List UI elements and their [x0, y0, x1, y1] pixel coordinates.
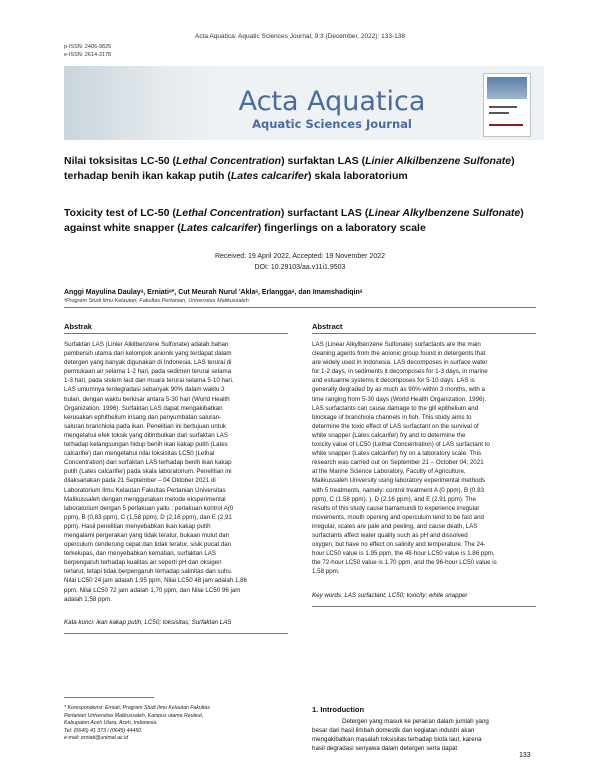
- abstract-line: time ranging from 5-30 days (World Health Organization, 1996).: [312, 395, 487, 403]
- author-list: Anggi Mayulina Daulayᵃ, Erniatiᵃ*, Cut Meurah Nurul 'Aklaᵃ, Erlanggaᵃ, dan Imamshadiqinᵃ: [64, 289, 363, 296]
- abstract-body: [312, 340, 536, 576]
- banner-gradient: [64, 66, 224, 140]
- journal-cover-thumbnail-icon: [483, 73, 531, 137]
- correspondence-footnote: [64, 705, 274, 743]
- print-issn: p-ISSN: 2406-9825: [64, 44, 112, 50]
- journal-subtitle: Aquatic Sciences Journal: [252, 117, 412, 131]
- abstrak-line: ppm). Hasil penelitian menyebabkan ikan kakap putih: [64, 522, 211, 530]
- abstract-line: and estuarine systems it decomposes for 5-10 days. LAS is: [312, 377, 475, 385]
- abstrak-line: terkelupas, dan menyebabkan kematian, surfaktan LAS: [64, 550, 217, 558]
- abstrak-line: Nilai LC50 24 jam adalah 1,95 ppm, Nilai LC50 48 jam adalah 1,86: [64, 577, 247, 585]
- running-header: Acta Aquatica: Aquatic Sciences Journal, 9:3 (December, 2022): 133-138: [195, 33, 405, 40]
- abstract-line: toxicity value of LC50 (Lethal Concentration) of LAS surfactant to: [312, 441, 490, 449]
- abstrak-line: ppm, Nilai LC50 72 jam adalah 1,70 ppm, dan Nilai LC50 96 jam: [64, 586, 241, 594]
- abstract-line: ppm), C (1.58 ppm). ), D (2.16 ppm), and E (2.91 ppm). The: [312, 495, 476, 503]
- abstract-line: oxygen, but have no effect on salinity and temperature. The 24-: [312, 541, 486, 549]
- abstract-line: 1.58 ppm.: [312, 568, 340, 576]
- abstrak-line: berpengaruh terhadap kualitas air seperti pH dan oksigen: [64, 559, 222, 567]
- footnote-line: Kabupaten Aceh Utara, Aceh, Indonesia.: [64, 720, 158, 727]
- abstrak-line: adalah 1,58 ppm.: [64, 595, 112, 603]
- abstract-line: results of this study cause barramundi to experience irregular: [312, 504, 480, 512]
- abstract-heading: Abstract: [312, 322, 343, 331]
- footnote-line: Tel: (0645) 41 373 / (0645) 44450.: [64, 727, 143, 734]
- abstrak-line: mengalami pergerakan yang tidak teratur, bukaan mulut dan: [64, 531, 230, 539]
- abstract-line: for 1-2 days, in sediments it decomposes for 1-3 days, in marine: [312, 368, 488, 376]
- abstract-line: LAS (Linear Alkylbenzene Sulfonate) surfactants are the main: [312, 341, 481, 348]
- affiliation: ᵃProgram Studi Ilmu Kelautan, Fakultas Pertanian, Universitas Malikussaleh: [64, 298, 249, 304]
- abstrak-line: LAS umumnya terdegradasi sebanyak 90% dalam waktu 3: [64, 386, 225, 394]
- abstrak-line: Surfaktan LAS (Linier Alkilbenzene Sulfonate) adalah bahan: [64, 341, 229, 348]
- introduction-heading: 1. Introduction: [312, 705, 365, 714]
- title-indonesian: Nilai toksisitas LC-50 (Lethal Concentration) surfaktan LAS (Linier Alkilbenzene Sulfonate) terhadap benih ikan kakap putih (Lates calcarifer) skala laboratorium: [64, 155, 515, 182]
- journal-title: Acta Aquatica: [238, 86, 426, 117]
- abstract-line: generally degraded by as much as 90% within 3 months, with a: [312, 386, 486, 394]
- abstrak-heading: Abstrak: [64, 322, 92, 331]
- kata-kunci: Kata kunci: ikan kakap putih; LC50; toksisitas; Surfaktan LAS: [64, 619, 232, 626]
- abstract-line: LAS surfactants can cause damage to the gill epithelium and: [312, 404, 479, 412]
- abstrak-divider: [64, 333, 288, 334]
- abstrak-line: permukaan air selama 1-2 hari, pada sedimen terurai selama: [64, 368, 232, 376]
- footnote-divider: [64, 697, 154, 698]
- abstrak-line: Laboratorium Ilmu Kelautan Fakultas Pertanian Universitas: [64, 486, 226, 494]
- abstract-line: cleaning agents from the anionic group found in detergents that: [312, 350, 486, 358]
- abstract-line: irregular, scales are pale and peeling, and cause death, LAS: [312, 522, 478, 530]
- abstrak-line: Concentration) dari surfaktan LAS terhadap benih ikan kakap: [64, 459, 232, 467]
- abstrak-bottom-divider: [64, 633, 288, 634]
- abstract-divider: [312, 333, 536, 334]
- abstract-line: movements, mouth opening and operculum tend to be fast and: [312, 513, 484, 521]
- abstrak-line: Malikussaleh dengan menggunakan metode eksperimental: [64, 495, 226, 503]
- received-accepted-dates: Received: 19 April 2022, Accepted: 19 November 2022: [214, 253, 386, 260]
- abstract-line: are widely used in Indonesia. LAS decomposes in surface water: [312, 359, 488, 367]
- title-english: Toxicity test of LC-50 (Lethal Concentration) surfactant LAS (Linear Alkylbenzene Sulfonate) against white snapper (Lates calcarifer) fingerlings on a laboratory scale: [64, 207, 524, 234]
- abstract-line: research was carried out on September 21 – October 04, 2021: [312, 459, 484, 467]
- abstract-line: blockage of branchiola channels in fish. This study aims to: [312, 413, 472, 421]
- page-number: 133: [519, 752, 531, 759]
- abstrak-line: calcarifer) dan mengetahui nilai toksisitas LC50 (Lethal: [64, 450, 215, 458]
- abstract-line: Malikussaleh University using laboratory experimental methods: [312, 477, 485, 485]
- introduction-line: mengakibatkan masalah toksisitas terhadap biota laut, karena: [312, 736, 482, 744]
- abstrak-line: Organization, 1996). Surfaktan LAS dapat mengakibatkan: [64, 404, 223, 412]
- abstract-line: with 5 treatments, namely: control treatment A (0 ppm), B (0.83: [312, 486, 484, 494]
- abstract-bottom-divider: [312, 606, 536, 607]
- abstract-line: at the Marine Science Laboratory, Faculty of Agriculture,: [312, 468, 466, 476]
- abstract-line: determine the toxic effect of LAS surfactant on the survival of: [312, 422, 479, 430]
- abstrak-line: mengetahui efek toksik yang ditimbulkan dari surfaktan LAS: [64, 431, 229, 439]
- introduction-line: hasil degradasi senyawa dalam detergen serta dapat: [312, 745, 458, 753]
- abstrak-line: putih (Lates calcarifer) pada skala laboratorium. Penelitian ini: [64, 468, 232, 476]
- abstract-line: white snapper (Lates calcarifer) fry and to determine the: [312, 431, 466, 439]
- footnote-line: e-mail: erniati@unimal.ac.id: [64, 735, 129, 742]
- abstrak-line: pembersih utama dari kelompok anionik yang terdapat dalam: [64, 350, 232, 358]
- key-words: Key words: LAS surfactant; LC50; toxicity; white snapper: [312, 592, 468, 599]
- abstract-line: hour LC50 value is 1.95 ppm, the 48-hour LC50 value is 1.86 ppm,: [312, 550, 495, 558]
- abstrak-line: terlarut, tetapi tidak berpengaruh terhadap salinitas dan suhu.: [64, 568, 233, 576]
- footnote-line: Pertanian Universitas Malikussaleh. Kampus utama Reuleut,: [64, 712, 204, 719]
- doi[interactable]: DOI: 10.29103/aa.v11i1.9503: [254, 264, 346, 271]
- abstrak-line: operculum cenderung cepat dan tidak teratur, sisik pucat dan: [64, 541, 232, 549]
- abstract-line: white snapper (Lates calcarifer) fry on a laboratory scale. This: [312, 450, 482, 458]
- abstrak-body: [64, 340, 288, 604]
- abstract-line: surfactants affect water quality such as pH and dissolved: [312, 531, 468, 539]
- abstrak-line: laboratorium dengan 5 perlakuan yaitu : perlakuan kontrol A(0: [64, 504, 234, 512]
- abstrak-line: terhadap kelangsungan hidup benih ikan kakap putih (Lates: [64, 441, 228, 449]
- abstrak-line: dilaksanakan pada 21 September – 04 Oktober 2021 di: [64, 477, 216, 485]
- abstrak-line: ppm), B (0,83 ppm), C (1,58 ppm), D (2,16 ppm), dan E (2,91: [64, 513, 232, 521]
- footnote-line: * Korespondensi: Erniati, Program Studi Ilmu Kelautan Fakultas: [64, 705, 210, 711]
- abstrak-line: saluran branchiola pada ikan. Penelitian ini bertujuan untuk: [64, 422, 227, 430]
- abstract-line: the 72-hour LC50 value is 1.70 ppm, and the 96-hour LC50 value is: [312, 559, 497, 567]
- introduction-line: Detergen yang masuk ke perairan dalam jumlah yang: [342, 718, 489, 725]
- abstrak-line: 1-3 hari, pada sistem laut dan muara terurai selama 5-10 hari.: [64, 377, 234, 385]
- abstrak-line: bulan, dengan waktu berkisar antara 5-30 hari (World Health: [64, 395, 230, 403]
- introduction-body: [312, 717, 536, 753]
- online-issn: e-ISSN: 2614-3178: [64, 52, 112, 58]
- introduction-line: besar dari hasil limbah domestik dan kegiatan industri akan: [312, 727, 475, 735]
- author-divider: [64, 307, 536, 308]
- abstrak-line: kerusakan ephithelium insang dan penyumbatan saluran-: [64, 413, 222, 421]
- abstrak-line: detergen yang banyak digunakan di Indonesia. LAS terurai di: [64, 359, 232, 367]
